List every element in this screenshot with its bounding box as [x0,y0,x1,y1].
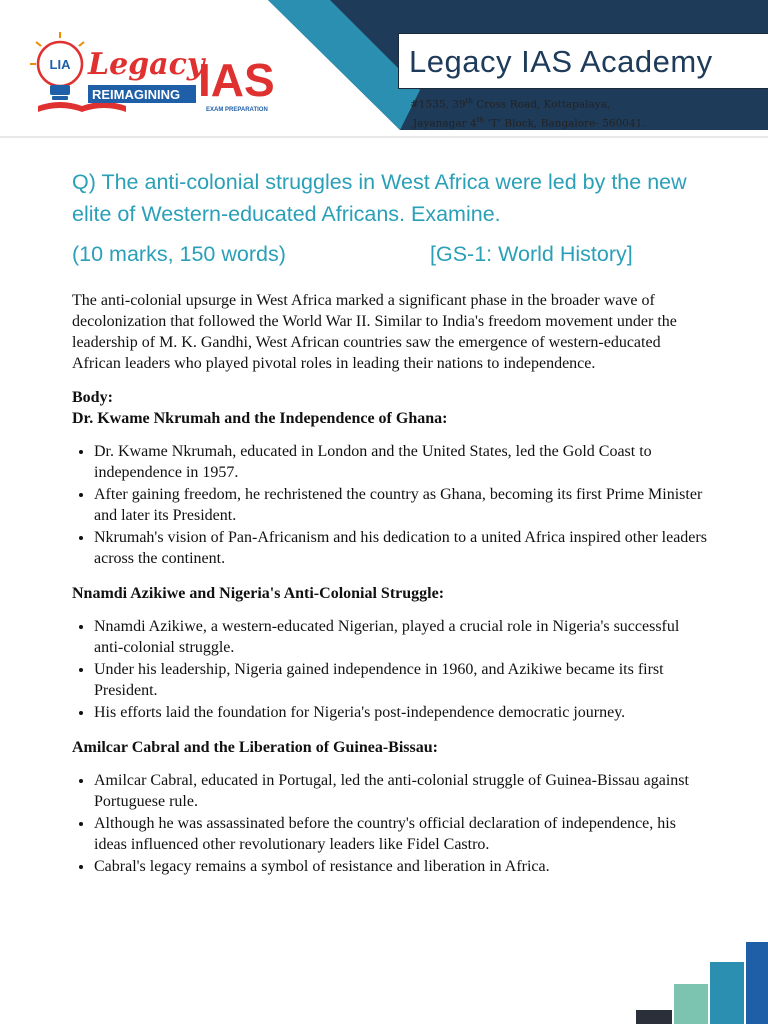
question-meta [72,242,732,274]
section-heading: Amilcar Cabral and the Liberation of Guinea-Bissau: [72,739,438,756]
body-label: Body: [72,389,113,406]
svg-text:IAS: IAS [198,54,275,106]
address-line-1: #1535, 39th Cross Road, Kottapalaya, [410,97,611,111]
list-item: • Nnamdi Azikiwe, a western-educated Nigerian, played a crucial role in Nigeria's successful anti-colonial struggle. [94,616,712,658]
list-item: • Nkrumah's vision of Pan-Africanism and his dedication to a united Africa inspired other leaders across the continent. [94,527,712,569]
list-item: • After gaining freedom, he rechristened the country as Ghana, becoming its first Prime Minister and later its President. [94,484,712,526]
svg-text:Legacy: Legacy [88,47,205,82]
section-heading: Nnamdi Azikiwe and Nigeria's Anti-Colonial Struggle: [72,585,445,602]
academy-address [410,94,646,131]
list-item: • Under his leadership, Nigeria gained independence in 1960, and Azikiwe became its first President. [94,659,712,701]
question-paper: [GS-1: World History] [430,242,633,266]
question-text: Q) The anti-colonial struggles in West Africa were led by the new elite of Western-educated Africans. Examine. [72,170,687,226]
question-marks: (10 marks, 150 words) [72,242,286,266]
lightbulb-icon [30,32,84,100]
page-header [0,0,768,140]
academy-name: Legacy IAS Academy [409,44,713,79]
list-item: • Amilcar Cabral, educated in Portugal, led the anti-colonial struggle of Guinea-Bissau against Portuguese rule. [94,770,712,812]
list-item: • Dr. Kwame Nkrumah, educated in London and the United States, led the Gold Coast to independence in 1957. [94,441,712,483]
svg-text:EXAM PREPARATION: EXAM PREPARATION [206,107,268,113]
list-item: • Cabral's legacy remains a symbol of resistance and liberation in Africa. [94,856,712,877]
svg-text:REIMAGINING: REIMAGINING [92,87,181,102]
list-item: • His efforts laid the foundation for Nigeria's post-independence democratic journey. [94,702,712,723]
bullet-list [72,770,712,877]
corner-bars-decoration [636,932,768,1024]
bullet-list [72,616,712,723]
list-item: • Although he was assassinated before the country's official declaration of independence, his ideas influenced other revolutionary leaders like Fidel Castro. [94,813,712,855]
address-line-2: Jayanagar 4th ‘T’ Block, Bangalore- 560041. [413,115,646,129]
svg-text:LIA: LIA [49,57,71,72]
legacy-ias-logo [30,28,290,123]
bullet-list [72,441,712,569]
intro-paragraph: The anti-colonial upsurge in West Africa marked a significant phase in the broader wave of decolonization that followed the World War II. Similar to India's freedom movement under the leadership of M. K. Gandhi, West African countries saw the emergence of western-educated African leaders who played pivotal roles in leading their nations to independence. [72,292,677,372]
section-heading: Dr. Kwame Nkrumah and the Independence of Ghana: [72,410,448,427]
academy-title-box [398,33,768,89]
answer-body [72,290,712,891]
header-divider [0,136,768,138]
